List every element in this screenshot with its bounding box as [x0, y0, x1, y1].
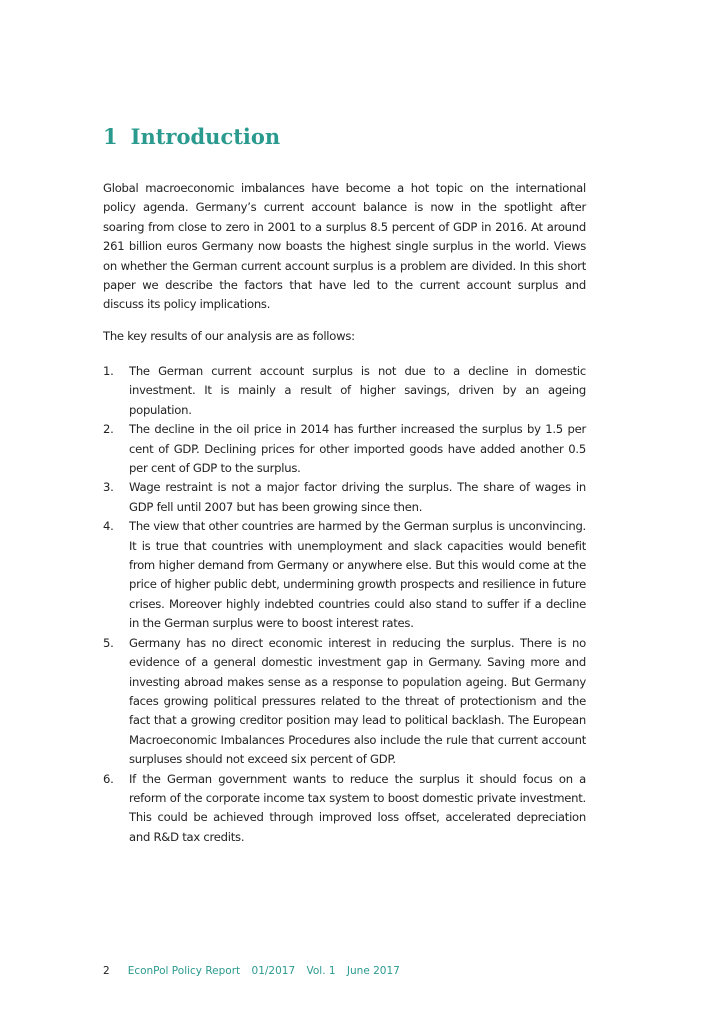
list-item [103, 517, 586, 633]
list-item [103, 420, 586, 478]
section-heading [103, 124, 280, 149]
report-issue: 01/2017 [251, 965, 296, 977]
list-item-number: 2. [103, 422, 114, 437]
list-item-text: The view that other countries are harmed by the German surplus is unconvincing. It is true that countries with unemployment and slack capacities would benefit from higher demand from Germany or anywhere else. But this would come at the price of higher public debt, undermining growth prospects and resilience in future crises. Moreover highly indebted countries could also stand to suffer if a decline in the German surplus were to boost interest rates. [129, 519, 586, 631]
list-item [103, 634, 586, 770]
list-item-text: If the German government wants to reduce the surplus it should focus on a reform of the corporate income tax system to boost domestic private investment. This could be achieved through improved loss offset, accelerated depreciation and R&D tax credits. [129, 771, 586, 844]
list-item-number: 1. [103, 364, 114, 378]
section-title: Introduction [130, 124, 281, 149]
key-results-lead: The key results of our analysis are as follows: [103, 329, 355, 343]
list-item-number: 6. [103, 771, 114, 786]
page-footer [103, 965, 400, 977]
report-date: June 2017 [346, 965, 400, 977]
list-item [103, 478, 586, 517]
list-item-text: Wage restraint is not a major factor driving the surplus. The share of wages in GDP fell until 2007 but has been growing since then. [129, 480, 586, 514]
report-series: EconPol Policy Report [127, 965, 241, 977]
intro-paragraph: Global macroeconomic imbalances have become a hot topic on the international policy agenda. Germany’s current account balance is now in the spotlight after soaring from close to zero in 2001 to a surplus 8.5 percent of GDP in 2016. At around 261 billion euros Germany now boasts the highest single surplus in the world. Views on whether the German current account surplus is a problem are divided. In this short paper we describe the factors that have led to the current account surplus and discuss its policy implications. [103, 181, 586, 312]
page-number: 2 [103, 965, 110, 977]
list-item [103, 362, 586, 420]
section-number: 1 [103, 124, 118, 149]
list-item-number: 3. [103, 480, 114, 495]
key-results-list [103, 362, 586, 847]
list-item-number: 5. [103, 635, 114, 650]
list-item-number: 4. [103, 519, 114, 534]
list-item-text: The German current account surplus is not due to a decline in domestic investment. It is mainly a result of higher savings, driven by an ageing population. [129, 364, 586, 417]
report-volume: Vol. 1 [306, 965, 336, 977]
list-item [103, 770, 586, 848]
list-item-text: The decline in the oil price in 2014 has further increased the surplus by 1.5 per cent of GDP. Declining prices for other imported goods have added another 0.5 per cent of GDP to the surplus. [129, 422, 586, 476]
list-item-text: Germany has no direct economic interest in reducing the surplus. There is no evidence of a general domestic investment gap in Germany. Saving more and investing abroad makes sense as a response to population ageing. But Germany faces growing political pressures related to the threat of protectionism and the fact that a growing creditor position may lead to political backlash. The European Macroeconomic Imbalances Procedures also include the rule that current account surpluses should not exceed six percent of GDP. [129, 635, 586, 767]
